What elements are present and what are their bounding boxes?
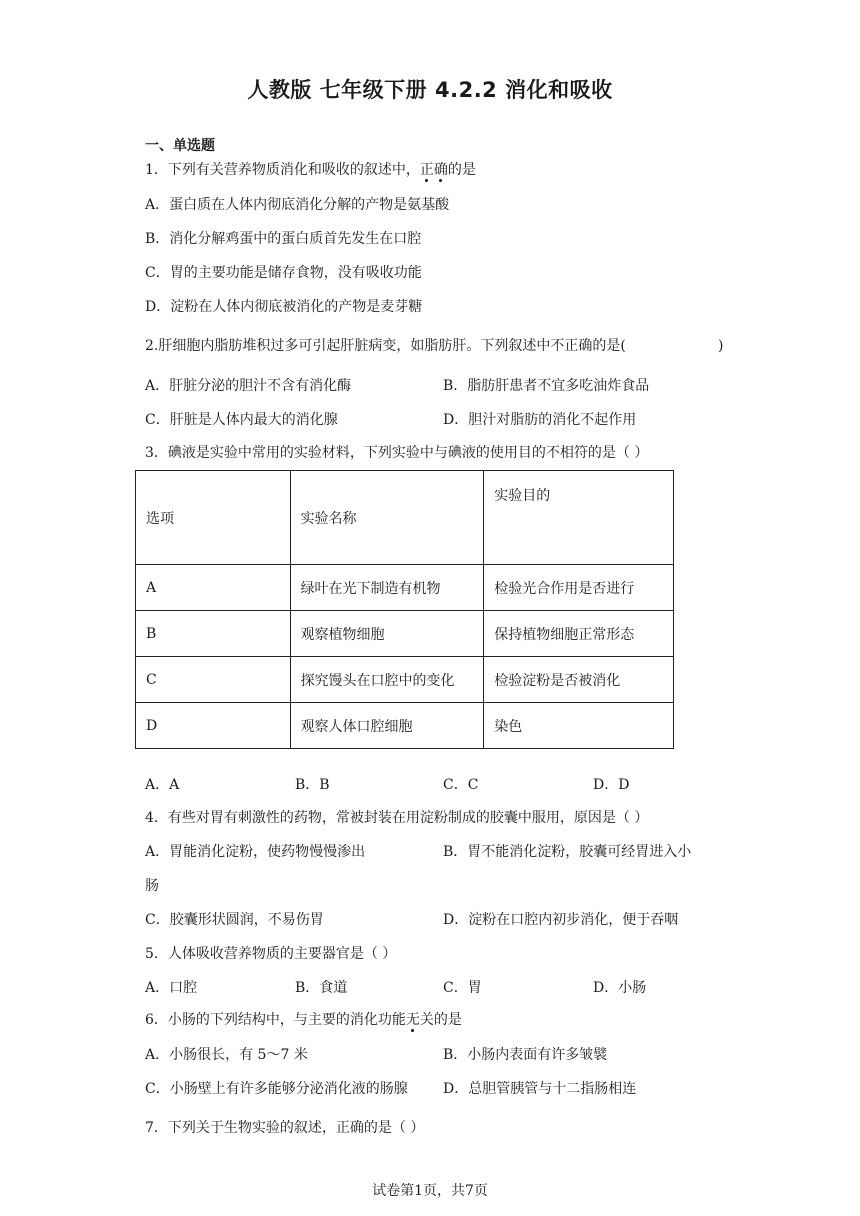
experiment-table bbox=[135, 470, 674, 749]
table-cell: 探究馒头在口腔中的变化 bbox=[290, 657, 484, 703]
question-3-option-a: A．A bbox=[145, 777, 180, 793]
question-6-stem-end: 关的是 bbox=[419, 1012, 462, 1028]
question-1-option-a: A．蛋白质在人体内彻底消化分解的产物是氨基酸 bbox=[145, 197, 450, 213]
question-1-stem-text: 1．下列有关营养物质消化和吸收的叙述中， bbox=[145, 162, 420, 178]
table-row bbox=[136, 703, 674, 749]
table-cell: 观察植物细胞 bbox=[290, 611, 484, 657]
table-cell: 检验光合作用是否进行 bbox=[484, 565, 674, 611]
question-1-stem bbox=[145, 160, 476, 180]
question-2-option-c: C．肝脏是人体内最大的消化腺 bbox=[145, 412, 338, 428]
question-4-option-c: C．胶囊形状圆润，不易伤胃 bbox=[145, 912, 324, 928]
question-6-stem-text: 6．小肠的下列结构中，与主要的消化功能 bbox=[145, 1012, 406, 1028]
question-5-option-c: C．胃 bbox=[443, 980, 482, 996]
question-5-stem: 5．人体吸收营养物质的主要器官是（ ） bbox=[145, 946, 397, 962]
question-4-stem: 4．有些对胃有刺激性的药物，常被封装在用淀粉制成的胶囊中服用，原因是（ ） bbox=[145, 810, 649, 826]
question-6-stem bbox=[145, 1010, 462, 1030]
table-header-cell: 选项 bbox=[136, 471, 291, 565]
question-1-option-b: B．消化分解鸡蛋中的蛋白质首先发生在口腔 bbox=[145, 231, 422, 247]
question-2-stem: 2.肝细胞内脂肪堆积过多可引起肝脏病变，如脂肪肝。下列叙述中不正确的是( bbox=[145, 338, 626, 354]
question-5-option-a: A．口腔 bbox=[145, 980, 198, 996]
table-cell: C bbox=[136, 657, 291, 703]
table-cell: 保持植物细胞正常形态 bbox=[484, 611, 674, 657]
question-4-option-d: D．淀粉在口腔内初步消化，便于吞咽 bbox=[443, 912, 679, 928]
question-7-stem: 7．下列关于生物实验的叙述，正确的是（ ） bbox=[145, 1120, 425, 1136]
table-row bbox=[136, 657, 674, 703]
question-2-stem-close: ) bbox=[718, 338, 724, 354]
section-heading: 一、单选题 bbox=[145, 138, 215, 154]
question-6-option-c: C．小肠壁上有许多能够分泌消化液的肠腺 bbox=[145, 1081, 408, 1097]
question-3-option-b: B．B bbox=[295, 777, 330, 793]
page-title: 人教版 七年级下册 4.2.2 消化和吸收 bbox=[247, 78, 613, 102]
emphasis-mark: 无 bbox=[405, 1012, 420, 1028]
question-4-option-b: B．胃不能消化淀粉，胶囊可经胃进入小 bbox=[443, 844, 692, 860]
question-1-option-c: C．胃的主要功能是储存食物，没有吸收功能 bbox=[145, 265, 422, 281]
question-5-option-b: B．食道 bbox=[295, 980, 348, 996]
question-1-stem-end: 的是 bbox=[447, 162, 476, 178]
question-3-option-c: C．C bbox=[443, 777, 479, 793]
table-cell: 绿叶在光下制造有机物 bbox=[290, 565, 484, 611]
table-cell: 观察人体口腔细胞 bbox=[290, 703, 484, 749]
question-1-option-d: D．淀粉在人体内彻底被消化的产物是麦芽糖 bbox=[145, 299, 423, 315]
question-2-option-b: B．脂肪肝患者不宜多吃油炸食品 bbox=[443, 378, 650, 394]
question-2-option-a: A．肝脏分泌的胆汁不含有消化酶 bbox=[145, 378, 352, 394]
table-cell: D bbox=[136, 703, 291, 749]
table-header-row bbox=[136, 471, 674, 565]
table-cell: A bbox=[136, 565, 291, 611]
table-header-cell: 实验目的 bbox=[484, 471, 674, 565]
table-cell: 检验淀粉是否被消化 bbox=[484, 657, 674, 703]
question-2-option-d: D．胆汁对脂肪的消化不起作用 bbox=[443, 412, 637, 428]
emphasis-mark: 正 bbox=[419, 162, 434, 178]
question-3-option-d: D．D bbox=[593, 777, 630, 793]
question-3-stem: 3．碘液是实验中常用的实验材料，下列实验中与碘液的使用目的不相符的是（ ） bbox=[145, 445, 649, 461]
page-footer: 试卷第1页，共7页 bbox=[372, 1183, 488, 1199]
table-header-cell: 实验名称 bbox=[290, 471, 484, 565]
question-4-option-b-continued: 肠 bbox=[145, 878, 159, 894]
table-cell: B bbox=[136, 611, 291, 657]
question-4-option-a: A．胃能消化淀粉，使药物慢慢渗出 bbox=[145, 844, 366, 860]
question-6-option-b: B．小肠内表面有许多皱襞 bbox=[443, 1047, 608, 1063]
emphasis-mark: 确 bbox=[433, 162, 448, 178]
question-5-option-d: D．小肠 bbox=[593, 980, 647, 996]
table-row bbox=[136, 565, 674, 611]
table-cell: 染色 bbox=[484, 703, 674, 749]
question-6-option-d: D．总胆管胰管与十二指肠相连 bbox=[443, 1081, 637, 1097]
question-6-option-a: A．小肠很长，有 5～7 米 bbox=[145, 1047, 308, 1063]
table-row bbox=[136, 611, 674, 657]
